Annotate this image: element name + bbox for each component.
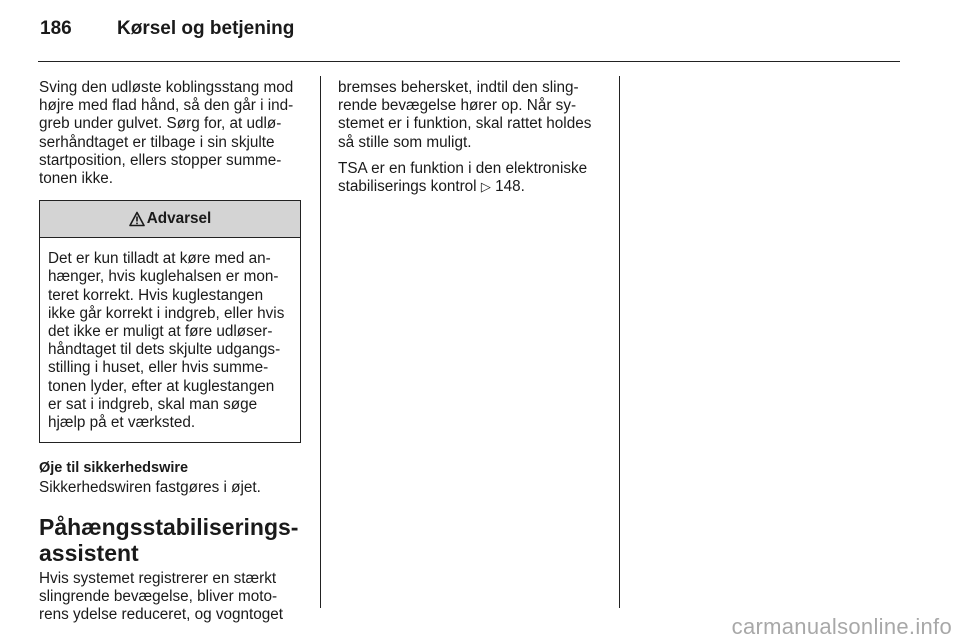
subheading-text: Sikkerhedswiren fastgøres i øjet. — [39, 479, 261, 497]
cross-reference-page[interactable]: 148. — [490, 178, 525, 196]
warning-header — [40, 201, 300, 238]
page-number: 186 — [40, 18, 72, 39]
cross-reference-arrow-icon: ▷ — [480, 179, 491, 195]
column-1 — [39, 79, 314, 624]
warning-triangle-icon — [129, 211, 145, 227]
tsa-paragraph — [338, 160, 610, 196]
section-paragraph: Hvis systemet registrerer en stærkt slingrende bevægelse, bliver moto- rens ydelse reduceret, og vogntoget — [39, 569, 284, 624]
intro-paragraph: Sving den udløste koblingsstang mod højre med flad hånd, så den går i ind- greb under gulvet. Sørg for, at udlø- serhåndtaget er tilbage i sin skjulte startposition, ellers stopper summe- tonen ikke. — [39, 79, 294, 188]
subheading: Øje til sikkerhedswire — [39, 460, 189, 477]
watermark: carmanualsonline.info — [731, 614, 952, 639]
header-rule — [38, 61, 900, 62]
column-divider — [320, 76, 321, 608]
tsa-text: TSA er en funktion i den elektroniske stabiliserings kontrol — [338, 159, 588, 196]
column-divider — [619, 76, 620, 608]
column-2 — [338, 79, 610, 196]
section-heading: Påhængsstabiliserings- assistent — [39, 513, 299, 566]
page-title: Kørsel og betjening — [117, 18, 295, 39]
continuation-paragraph: bremses behersket, indtil den sling- rende bevægelse hører op. Når sy- stemet er i funktion, skal rattet holdes så stille som muligt. — [338, 79, 592, 151]
warning-box — [39, 200, 301, 443]
warning-body: Det er kun tilladt at køre med an- hænger, hvis kuglehalsen er mon- teret korrekt. Hvis kuglestangen ikke går korrekt i indgreb, eller hvis det ikke er muligt at føre udløser- håndtaget til dets skjulte udgangs- stilling i huset, eller hvis summe- tonen lyder, efter at kuglestangen er sat i indgreb, skal man søge hjælp på et værksted. — [48, 250, 285, 432]
warning-title: Advarsel — [146, 210, 212, 228]
